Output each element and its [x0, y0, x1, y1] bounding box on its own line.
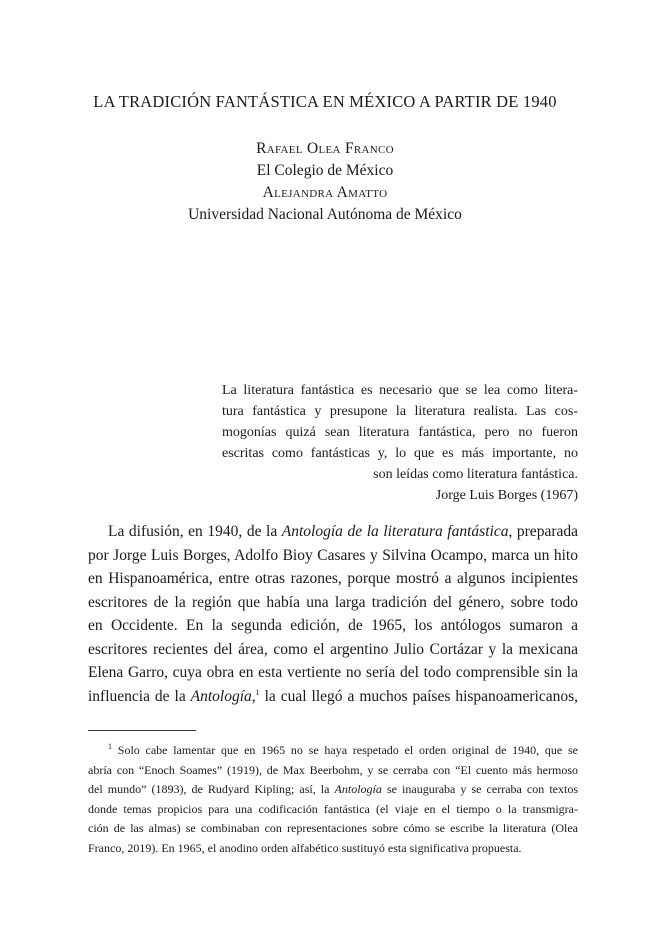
footnote-line: donde temas propicios para una codificación fantástica (el viaje en el tiempo o la transmigra- — [88, 801, 578, 816]
epigraph-attribution: Jorge Luis Borges (1967) — [435, 488, 578, 503]
book-title: Antología de la literatura fantástica — [281, 523, 509, 540]
book-title: Antología — [190, 687, 252, 705]
author-name: Alejandra Amatto — [262, 184, 388, 201]
footnote-line: Franco, 2019). En 1965, el anodino orden alfabético sustituyó esta significativa propuesta. — [88, 840, 522, 855]
epigraph — [222, 380, 578, 506]
footnote — [88, 741, 578, 858]
footnote-line: $^1$ Solo cabe lamentar que en 1965 no se haya respetado el orden original de 1940, que se — [108, 742, 579, 757]
author-affiliation: Universidad Nacional Autónoma de México — [188, 206, 462, 223]
author-block — [0, 138, 650, 226]
epigraph-line: mogonías quizá sean literatura fantástica, pero no fueron — [222, 425, 578, 440]
author-name: Rafael Olea Franco — [256, 140, 394, 157]
epigraph-line: La literatura fantástica es necesario que se lea como litera- — [222, 383, 578, 398]
body-line: escritores de la región que había una larga tradición del género, sobre todo — [88, 593, 578, 611]
body-line: por Jorge Luis Borges, Adolfo Bioy Casares y Silvina Ocampo, marca un hito — [88, 546, 578, 564]
footnote-line: ción de las almas) se combinaban con representaciones sobre cómo se escribe la literatura (Olea — [88, 821, 578, 835]
footnote-separator — [88, 730, 196, 731]
epigraph-line: escritas como fantásticas y, lo que es más importante, no — [222, 446, 578, 461]
body-line: escritores recientes del área, como el argentino Julio Cortázar y la mexicana — [88, 640, 578, 658]
footnote-number: 1 — [108, 742, 112, 751]
body-line: en Hispanoamérica, entre otras razones, porque mostró a algunos incipientes — [88, 570, 578, 587]
footnote-line: abría con “Enoch Soames” (1919), de Max Beerbohm, y se cerraba con “El cuento más hermoso — [88, 762, 578, 777]
article-title: LA TRADICIÓN FANTÁSTICA EN MÉXICO A PARTIR DE 1940 — [93, 92, 557, 111]
body-paragraph — [88, 520, 578, 708]
footnote-line: del mundo” (1893), de Rudyard Kipling; así, la Antología se inauguraba y se cerraba con textos — [88, 782, 578, 796]
author-affiliation: El Colegio de México — [256, 162, 394, 179]
footnote-reference[interactable]: 1 — [255, 687, 260, 697]
book-title: Antología — [334, 782, 382, 796]
body-line: Elena Garro, cuya obra en esta vertiente no sería del todo comprensible sin la — [88, 664, 578, 681]
epigraph-line: tura fantástica y presupone la literatura realista. Las cos- — [222, 404, 578, 419]
body-line: en Occidente. En la segunda edición, de 1965, los antólogos sumaron a — [88, 617, 578, 634]
epigraph-line: son leídas como literatura fantástica. — [373, 467, 578, 482]
body-line: influencia de la Antología,$^1$ la cual llegó a muchos países hispanoamericanos, — [88, 687, 578, 705]
body-line: La difusión, en 1940, de la Antología de la literatura fantástica, preparada — [108, 523, 578, 540]
